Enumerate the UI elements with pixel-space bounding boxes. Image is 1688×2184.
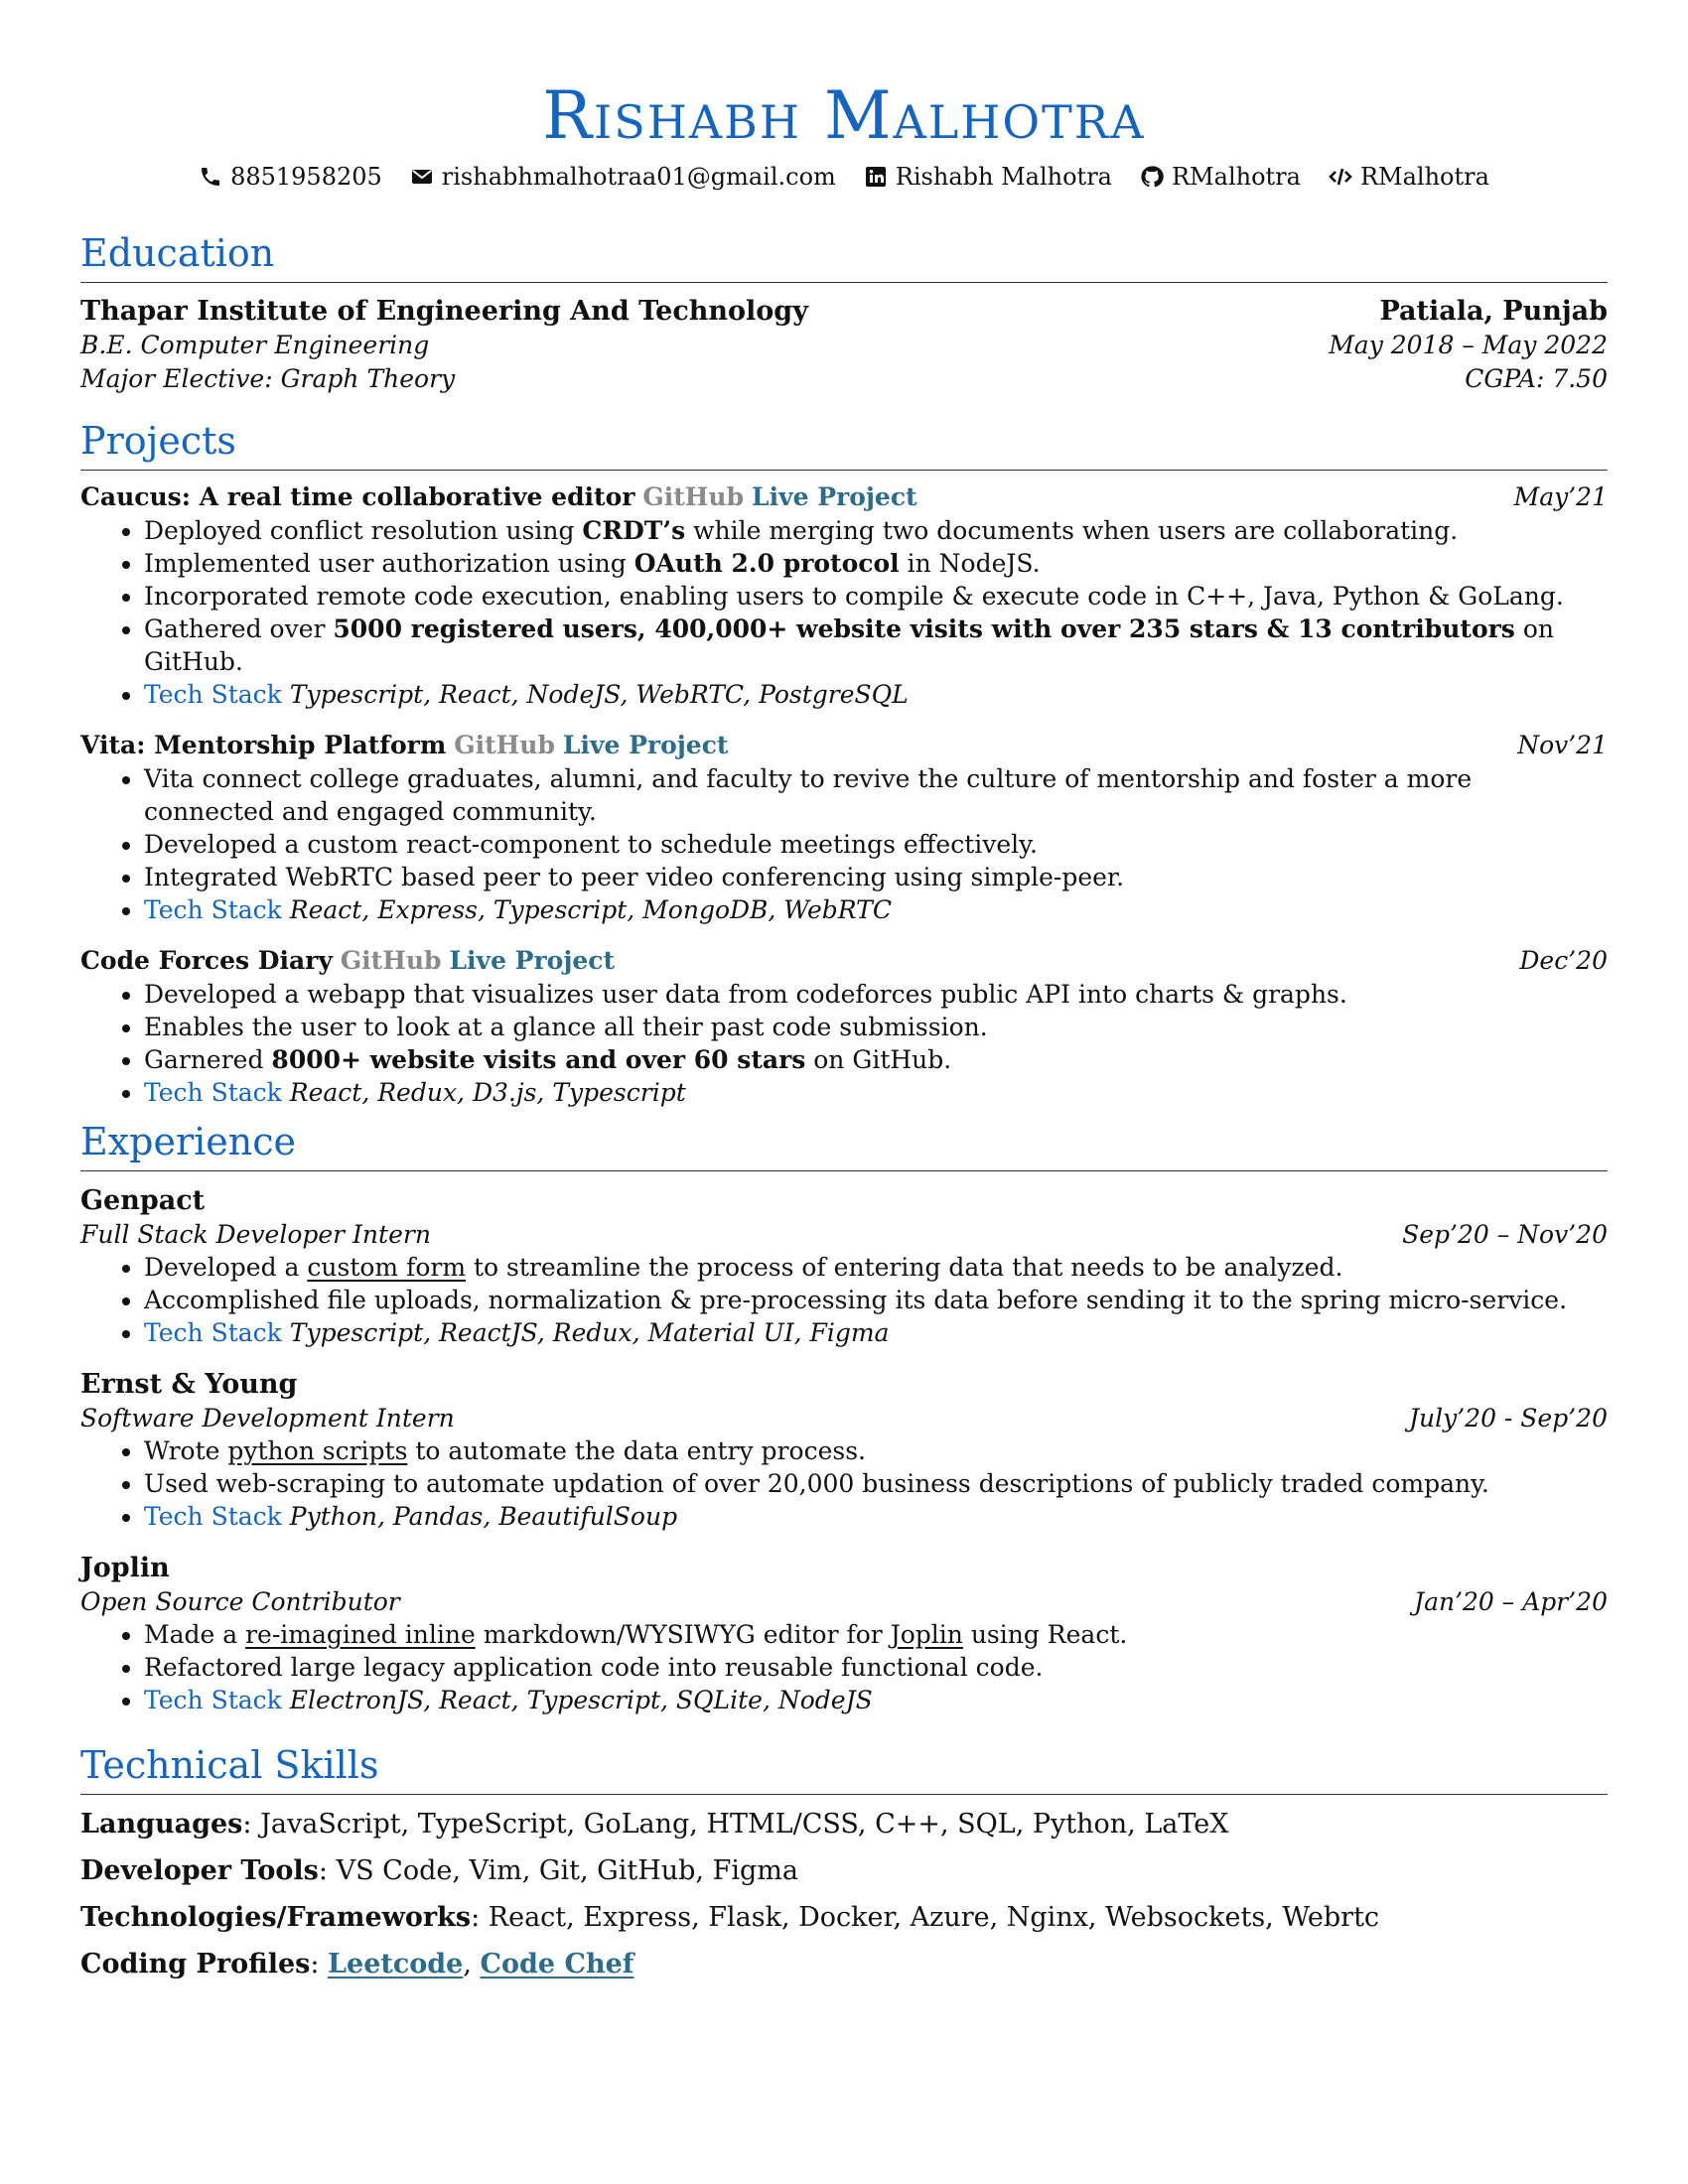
tech-stack-label: Tech Stack xyxy=(144,1078,282,1107)
skills-title: Technical Skills xyxy=(80,1746,1608,1795)
contact-bar xyxy=(80,163,1608,191)
codechef-link[interactable]: Code Chef xyxy=(480,1949,634,1979)
projects-section xyxy=(80,419,1608,1109)
project-date: Dec’20 xyxy=(1519,946,1608,975)
projects-title: Projects xyxy=(80,422,1608,471)
email-text: rishabhmalhotraa01@gmail.com xyxy=(441,163,836,191)
job-role: Full Stack Developer Intern xyxy=(80,1220,431,1249)
job-role: Software Development Intern xyxy=(80,1404,455,1433)
job-role: Open Source Contributor xyxy=(80,1587,400,1616)
contact-code-profile[interactable] xyxy=(1329,163,1489,191)
tech-stack-value: React, Express, Typescript, MongoDB, WebRTC xyxy=(289,895,892,924)
experience-bullets xyxy=(80,1618,1608,1716)
tech-stack-item xyxy=(144,1076,1608,1109)
tech-stack-label: Tech Stack xyxy=(144,1502,282,1531)
project-bullets xyxy=(80,514,1608,711)
code-profile-text: RMalhotra xyxy=(1359,163,1489,191)
list-item: • Incorporated remote code execution, enabling users to compile & execute code in C++, Java, Python & GoLang. xyxy=(144,580,1608,613)
job-dates: July’20 - Sep’20 xyxy=(1408,1404,1608,1433)
job-dates: Jan’20 – Apr’20 xyxy=(1414,1587,1608,1616)
tech-stack-value: Typescript, ReactJS, Redux, Material UI, Figma xyxy=(289,1318,890,1347)
list-item: • Gathered over 5000 registered users, 400,000+ website visits with over 235 stars & 13 contributors on GitHub. xyxy=(144,613,1608,678)
contact-github[interactable] xyxy=(1140,163,1301,191)
project-date: Nov’21 xyxy=(1517,731,1608,759)
tech-stack-item xyxy=(144,1316,1608,1349)
code-icon xyxy=(1329,165,1352,189)
cgpa: CGPA: 7.50 xyxy=(1465,364,1608,393)
contact-email[interactable] xyxy=(410,163,836,191)
project-caucus xyxy=(80,480,1608,711)
skill-coding-profiles: Coding Profiles: Leetcode, Code Chef xyxy=(80,1949,634,1979)
experience-joplin xyxy=(80,1551,1608,1716)
school-location: Patiala, Punjab xyxy=(1379,296,1608,327)
education-entry xyxy=(80,295,1608,396)
major-elective: Major Elective: Graph Theory xyxy=(80,364,456,393)
skills-section xyxy=(80,1743,1608,1987)
list-item: • Integrated WebRTC based peer to peer video conferencing using simple-peer. xyxy=(144,861,1608,893)
company-name: Joplin xyxy=(80,1553,170,1583)
education-dates: May 2018 – May 2022 xyxy=(1329,331,1608,359)
list-item: • Wrote python scripts to automate the data entry process. xyxy=(144,1434,1608,1467)
live-project-link[interactable]: Live Project xyxy=(752,482,917,511)
tech-stack-label: Tech Stack xyxy=(144,1318,282,1347)
contact-phone[interactable] xyxy=(199,163,382,191)
tech-stack-value: Python, Pandas, BeautifulSoup xyxy=(289,1502,678,1531)
experience-section xyxy=(80,1120,1608,1716)
skill-developer-tools: Developer Tools: VS Code, Vim, Git, GitHub, Figma xyxy=(80,1855,798,1886)
tech-stack-label: Tech Stack xyxy=(144,680,282,709)
list-item: • Implemented user authorization using OAuth 2.0 protocol in NodeJS. xyxy=(144,547,1608,580)
list-item: • Vita connect college graduates, alumni, and faculty to revive the culture of mentorship and foster a more connected and engaged community. xyxy=(144,762,1608,828)
tech-stack-value: Typescript, React, NodeJS, WebRTC, PostgreSQL xyxy=(289,680,909,709)
list-item: • Garnered 8000+ website visits and over 60 stars on GitHub. xyxy=(144,1043,1608,1076)
live-project-link[interactable]: Live Project xyxy=(449,946,616,975)
list-item: • Refactored large legacy application code into reusable functional code. xyxy=(144,1651,1608,1684)
project-title: Vita: Mentorship Platform xyxy=(80,731,447,759)
list-item: • Developed a custom form to streamline the process of entering data that needs to be analyzed. xyxy=(144,1251,1608,1284)
tech-stack-label: Tech Stack xyxy=(144,895,282,924)
github-icon xyxy=(1140,165,1164,189)
github-link[interactable]: GitHub xyxy=(642,482,745,511)
tech-stack-label: Tech Stack xyxy=(144,1686,282,1714)
phone-text: 8851958205 xyxy=(230,163,382,191)
linkedin-text: Rishabh Malhotra xyxy=(895,163,1112,191)
list-item: • Made a re-imagined inline markdown/WYSIWYG editor for Joplin using React. xyxy=(144,1618,1608,1651)
project-bullets xyxy=(80,762,1608,926)
candidate-name: Rishabh Malhotra xyxy=(542,77,1146,154)
project-date: May’21 xyxy=(1513,482,1608,511)
contact-linkedin[interactable] xyxy=(864,163,1112,191)
skill-languages: Languages: JavaScript, TypeScript, GoLang, HTML/CSS, C++, SQL, Python, LaTeX xyxy=(80,1809,1229,1840)
experience-genpact xyxy=(80,1183,1608,1349)
tech-stack-item xyxy=(144,893,1608,926)
degree: B.E. Computer Engineering xyxy=(80,331,430,359)
linkedin-icon xyxy=(864,165,888,189)
skill-technologies: Technologies/Frameworks: React, Express, Flask, Docker, Azure, Nginx, Websockets, Webrtc xyxy=(80,1902,1380,1933)
envelope-icon xyxy=(410,165,434,189)
list-item: • Deployed conflict resolution using CRDT’s while merging two documents when users are collaborating. xyxy=(144,514,1608,547)
experience-title: Experience xyxy=(80,1123,1608,1171)
list-item: • Developed a webapp that visualizes user data from codeforces public API into charts & graphs. xyxy=(144,978,1608,1011)
github-text: RMalhotra xyxy=(1171,163,1301,191)
experience-bullets xyxy=(80,1434,1608,1533)
tech-stack-value: React, Redux, D3.js, Typescript xyxy=(289,1078,686,1107)
leetcode-link[interactable]: Leetcode xyxy=(328,1949,464,1979)
list-item: • Accomplished file uploads, normalization & pre-processing its data before sending it to the spring micro-service. xyxy=(144,1284,1608,1316)
job-dates: Sep’20 – Nov’20 xyxy=(1402,1220,1608,1249)
company-name: Genpact xyxy=(80,1185,206,1216)
tech-stack-item xyxy=(144,678,1608,711)
company-name: Ernst & Young xyxy=(80,1369,298,1400)
github-link[interactable]: GitHub xyxy=(340,946,442,975)
education-title: Education xyxy=(80,234,1608,283)
experience-ernst-young xyxy=(80,1367,1608,1533)
phone-icon xyxy=(199,165,222,189)
live-project-link[interactable]: Live Project xyxy=(562,731,729,759)
tech-stack-item xyxy=(144,1684,1608,1716)
list-item: • Used web-scraping to automate updation of over 20,000 business descriptions of publicly traded company. xyxy=(144,1467,1608,1500)
school-name: Thapar Institute of Engineering And Technology xyxy=(80,296,808,327)
list-item: • Developed a custom react-component to schedule meetings effectively. xyxy=(144,828,1608,861)
project-codeforces-diary xyxy=(80,944,1608,1109)
project-title: Caucus: A real time collaborative editor xyxy=(80,482,635,511)
project-title: Code Forces Diary xyxy=(80,946,333,975)
project-vita xyxy=(80,729,1608,926)
education-section xyxy=(80,231,1608,396)
github-link[interactable]: GitHub xyxy=(454,731,555,759)
tech-stack-value: ElectronJS, React, Typescript, SQLite, NodeJS xyxy=(289,1686,873,1714)
project-bullets xyxy=(80,978,1608,1109)
experience-bullets xyxy=(80,1251,1608,1349)
list-item: • Enables the user to look at a glance all their past code submission. xyxy=(144,1011,1608,1043)
tech-stack-item xyxy=(144,1500,1608,1533)
